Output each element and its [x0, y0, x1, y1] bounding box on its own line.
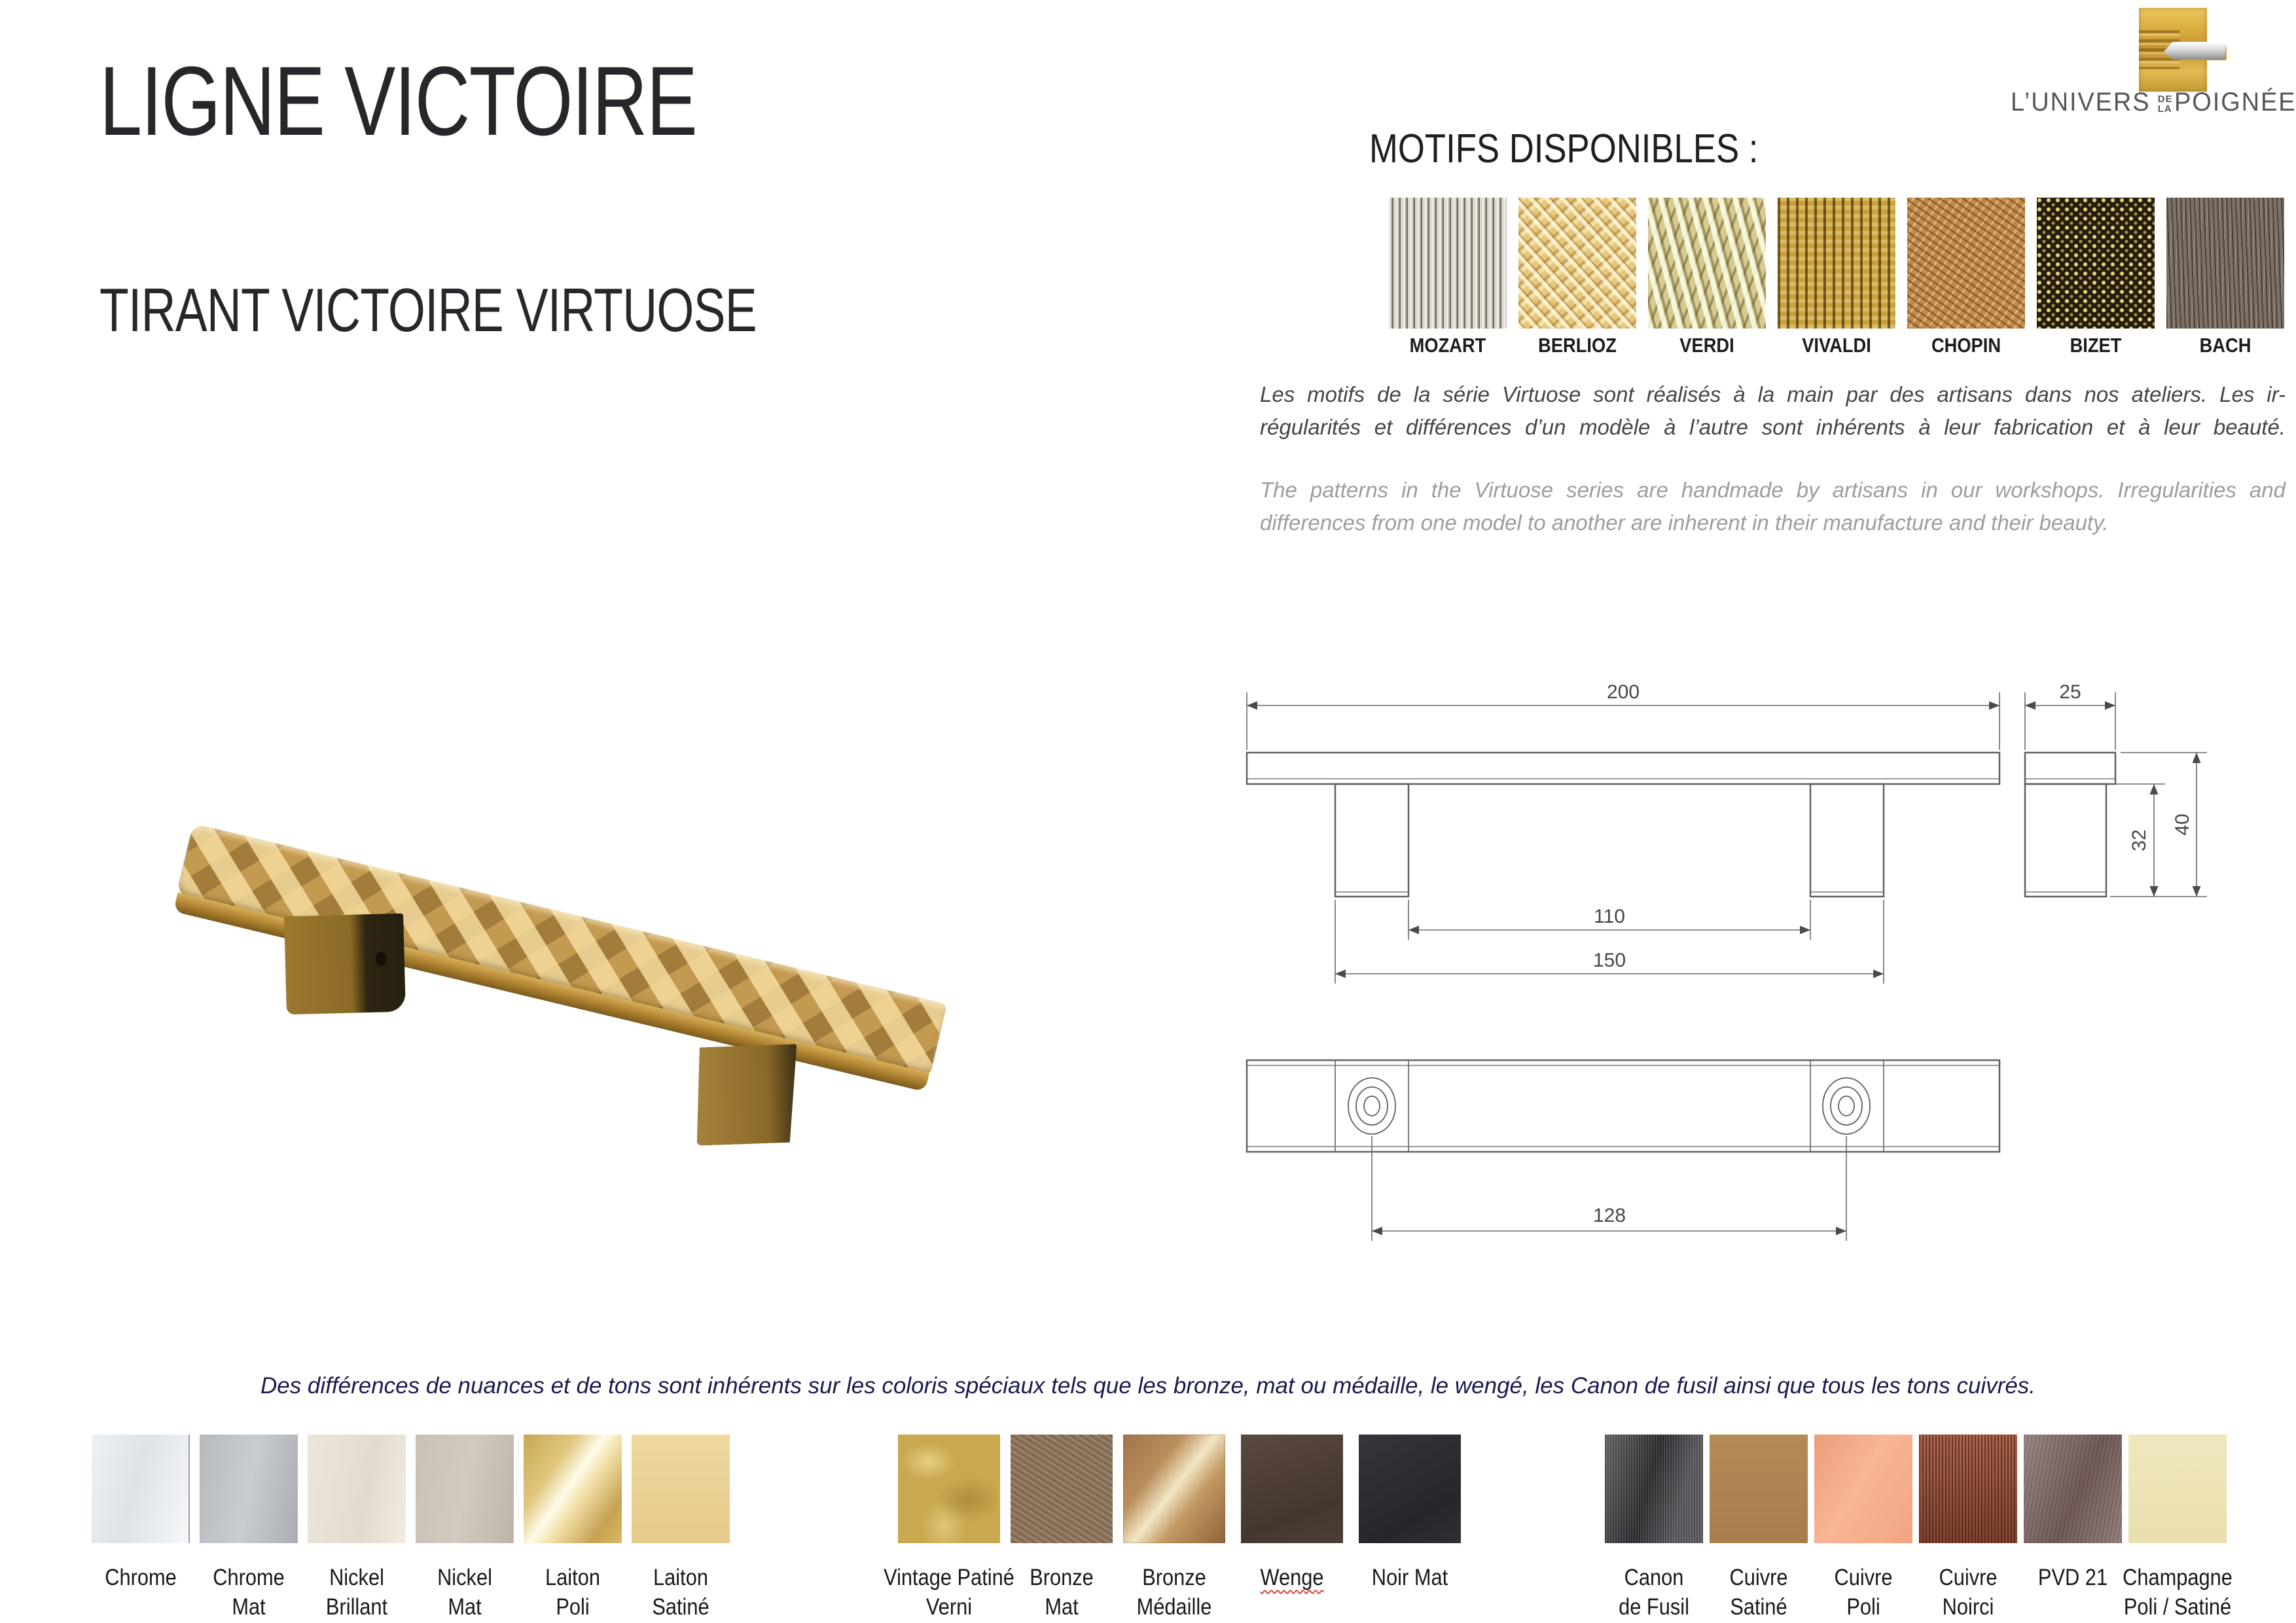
finish-chip-chrome — [92, 1435, 190, 1543]
finish-vintage-patine-verni — [884, 1435, 1014, 1620]
logo-la: LA — [2157, 103, 2172, 115]
motif-chopin — [1907, 198, 2025, 357]
dim-hole-centers-128: 128 — [1592, 1205, 1626, 1226]
finish-chip-bronze-medaille — [1123, 1435, 1225, 1543]
motif-label: MOZART — [1409, 334, 1486, 357]
motif-label: BERLIOZ — [1538, 334, 1617, 357]
finish-noir-mat — [1359, 1435, 1461, 1590]
finish-label: Bronze Mat — [1030, 1565, 1094, 1620]
logo-de-la — [2158, 94, 2173, 114]
finish-label: Canon de Fusil — [1619, 1565, 1689, 1620]
finish-label: Nickel Brillant — [325, 1565, 388, 1620]
description-french-line1: Les motifs de la série Virtuose sont réalisés à la main par des artisans dans nos ateliers. Les ir- — [1260, 382, 2286, 406]
finish-chip-nickel-mat — [416, 1435, 514, 1543]
brand-logo-text — [2011, 88, 2296, 117]
finish-label: Chrome Mat — [213, 1565, 285, 1620]
motif-berlioz — [1518, 198, 1636, 357]
finish-chip-wenge — [1241, 1435, 1343, 1543]
finishes-note: Des différences de nuances et de tons sont inhérents sur les coloris spéciaux tels que les bronze, mat ou médaille, le wengé, les Canon de fusil ainsi que tous les tons cuivrés. — [260, 1373, 2036, 1399]
finish-chip-cuivre-satine — [1710, 1435, 1808, 1543]
finish-laiton-poli — [524, 1435, 622, 1620]
top-view — [1247, 1060, 2000, 1152]
finish-chip-champagne — [2128, 1435, 2227, 1543]
dim-depth-25: 25 — [2059, 681, 2081, 703]
finish-label: Laiton Poli — [545, 1565, 600, 1620]
handle-leg-right — [693, 1044, 800, 1145]
front-view — [1247, 753, 2000, 897]
handle-leg-left — [284, 914, 406, 1015]
motif-label: VERDI — [1679, 334, 1734, 357]
dimension-labels — [1593, 681, 2193, 1226]
finish-bronze-medaille — [1123, 1435, 1225, 1620]
page-title: LIGNE VICTOIRE — [99, 46, 697, 156]
description-french-line2: régularités et différences d’un modèle à l’autre sont inhérents à leur fabrication et à leur beauté. — [1260, 415, 2286, 439]
finish-chip-bronze-mat — [1011, 1435, 1113, 1543]
motif-texture-berlioz — [1518, 198, 1636, 329]
finish-label: Vintage Patiné Verni — [884, 1565, 1014, 1620]
finish-laiton-satine — [632, 1435, 730, 1620]
product-photo — [164, 772, 1014, 1191]
dim-total-height-40: 40 — [2172, 813, 2193, 836]
product-title: TIRANT VICTOIRE VIRTUOSE — [99, 276, 757, 344]
logo-word-univers: L’UNIVERS — [2011, 88, 2151, 116]
finish-chip-cuivre-noirci — [1919, 1435, 2017, 1543]
dim-leg-inner-110: 110 — [1594, 906, 1625, 927]
screw-right — [1823, 1078, 1870, 1134]
finish-chip-laiton-poli — [524, 1435, 622, 1543]
finish-nickel-brillant — [308, 1435, 406, 1620]
logo-handle-icon — [2164, 42, 2225, 60]
motifs-heading: MOTIFS DISPONIBLES : — [1369, 126, 1759, 171]
motif-label: CHOPIN — [1931, 334, 2001, 357]
finish-label: Champagne Poli / Satiné — [2123, 1565, 2233, 1620]
description-english-line1: The patterns in the Virtuose series are handmade by artisans in our workshops. Irregularities and — [1260, 478, 2286, 502]
finish-chip-nickel-brillant — [308, 1435, 406, 1543]
motif-vivaldi — [1778, 198, 1895, 357]
finish-label: Nickel Mat — [437, 1565, 492, 1620]
finish-cuivre-poli — [1814, 1435, 1912, 1620]
motif-texture-verdi — [1648, 198, 1766, 329]
finish-label: Wenge — [1260, 1565, 1324, 1590]
finish-label: Bronze Médaille — [1136, 1565, 1212, 1620]
motif-verdi — [1648, 198, 1766, 357]
front-view-dims — [1247, 692, 2000, 984]
finish-chip-cuivre-poli — [1814, 1435, 1912, 1543]
motif-texture-bizet — [2037, 198, 2155, 329]
finish-wenge — [1241, 1435, 1343, 1590]
finish-nickel-mat — [416, 1435, 514, 1620]
technical-drawing — [1211, 668, 2296, 1289]
motif-bizet — [2037, 198, 2155, 357]
finish-chip-pvd21 — [2024, 1435, 2122, 1543]
finish-label: Cuivre Satiné — [1729, 1565, 1788, 1620]
motif-texture-vivaldi — [1778, 198, 1895, 329]
finish-chip-laiton-satine — [632, 1435, 730, 1543]
finish-cuivre-noirci — [1919, 1435, 2017, 1620]
finish-label: Laiton Satiné — [652, 1565, 709, 1620]
finish-chip-canon — [1605, 1435, 1703, 1543]
description-english — [1260, 474, 2286, 539]
brand-logo-icon — [2139, 8, 2207, 92]
finish-canon-de-fusil — [1605, 1435, 1703, 1620]
description-french — [1260, 378, 2286, 444]
finish-cuivre-satine — [1710, 1435, 1808, 1620]
motif-texture-mozart — [1389, 198, 1507, 329]
screw-left — [1348, 1078, 1395, 1134]
side-view-dims — [2025, 692, 2207, 897]
motif-bach — [2166, 198, 2284, 357]
motif-texture-chopin — [1907, 198, 2025, 329]
finish-label: Noir Mat — [1371, 1565, 1448, 1590]
finish-label: Chrome — [105, 1565, 177, 1590]
finish-pvd-21 — [2024, 1435, 2122, 1590]
finish-label: PVD 21 — [2037, 1565, 2108, 1590]
finish-bronze-mat — [1011, 1435, 1113, 1620]
side-view — [2025, 753, 2115, 897]
motif-label: BIZET — [2070, 334, 2122, 357]
finish-chip-chrome-mat — [200, 1435, 298, 1543]
logo-de: DE — [2157, 93, 2173, 105]
motif-texture-bach — [2166, 198, 2284, 329]
dim-leg-height-32: 32 — [2128, 829, 2150, 851]
finish-chip-vintage — [898, 1435, 1000, 1543]
description-english-line2: differences from one model to another are inherent in their manufacture and their beauty. — [1260, 510, 2109, 535]
logo-word-poignee: POIGNÉE — [2174, 88, 2296, 116]
finish-label: Cuivre Noirci — [1939, 1565, 1998, 1620]
finish-chip-noir-mat — [1359, 1435, 1461, 1543]
finish-chrome-mat — [200, 1435, 298, 1620]
finish-label: Cuivre Poli — [1834, 1565, 1893, 1620]
dim-leg-outer-150: 150 — [1592, 950, 1626, 971]
dim-length-200: 200 — [1606, 681, 1640, 703]
finish-chrome — [92, 1435, 190, 1590]
motif-label: BACH — [2199, 334, 2251, 357]
finish-champagne — [2123, 1435, 2233, 1620]
motif-label: VIVALDI — [1802, 334, 1871, 357]
motif-mozart — [1389, 198, 1507, 357]
